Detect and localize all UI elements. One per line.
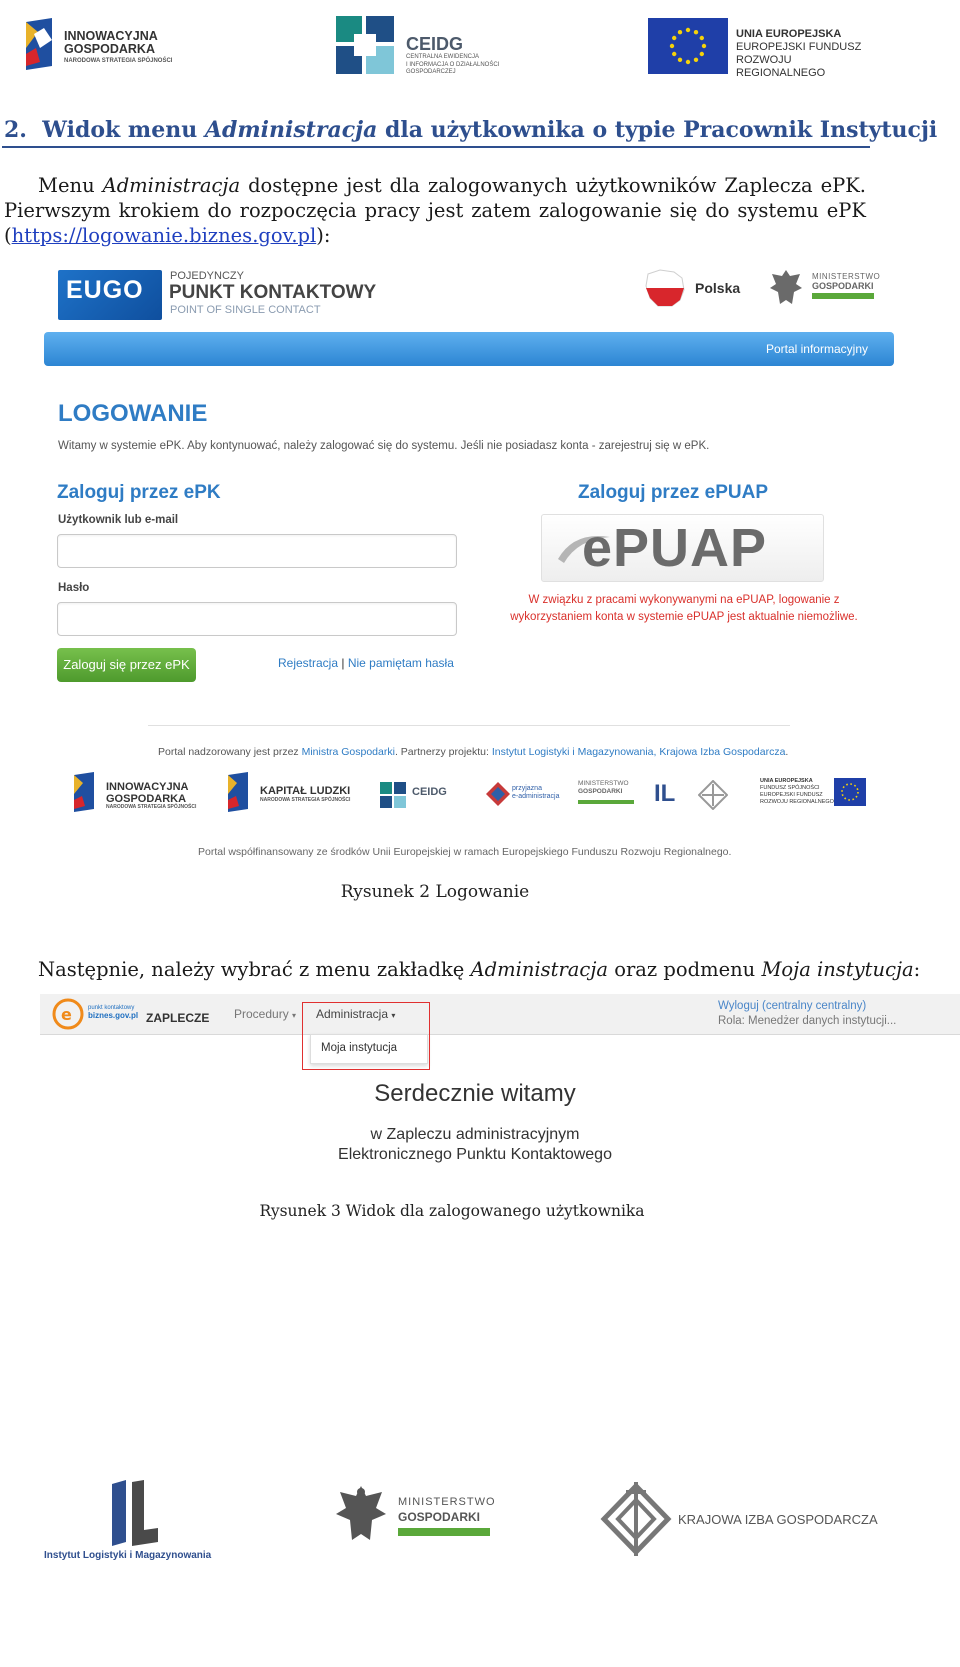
heading-italic: Administracja: [204, 117, 378, 143]
przyjazna-diamond-icon: [486, 782, 510, 806]
welcome-line1: w Zapleczu administracyjnym: [370, 1126, 580, 1143]
kig-small-icon: [698, 780, 728, 810]
country-label[interactable]: Polska: [695, 280, 741, 296]
heading-part1: Widok menu: [42, 117, 198, 143]
cofinance-text: Portal współfinansowany ze środków Unii Europejskiej w ramach Europejskiego Funduszu Rozwoju Regionalnego.: [198, 846, 732, 858]
ministry-footer-line1: MINISTERSTWO: [398, 1496, 496, 1508]
brand-line1: POJEDYNCZY: [170, 270, 244, 282]
account-links: Rejestracja | Nie pamiętam hasła: [278, 656, 454, 670]
innowacyjna-line1: INNOWACYJNA: [64, 29, 158, 43]
login-welcome: Witamy w systemie ePK. Aby kontynuować, należy zalogować się do systemu. Jeśli nie posiadasz konta - zarejestruj się w ePK.: [58, 440, 710, 452]
ministry-line2: GOSPODARKI: [812, 281, 874, 291]
kig-name: KRAJOWA IZBA GOSPODARCZA: [678, 1512, 878, 1527]
page-footer-logos: [0, 1470, 960, 1580]
ilim-small-mark: IL: [654, 780, 676, 807]
eugo-logo: EUGO: [58, 270, 162, 320]
brand-line2: PUNKT KONTAKTOWY: [169, 282, 377, 303]
admin-screenshot: [40, 994, 960, 1180]
innowacyjna-line2: GOSPODARKA: [64, 42, 155, 57]
eagle-emblem-icon: [766, 266, 806, 310]
section-heading: [4, 117, 937, 143]
ceidg-mark-icon: [336, 16, 398, 76]
next-step-text: Następnie, należy wybrać z menu zakładkę Administracja oraz podmenu Moja instytucja:: [38, 958, 921, 981]
intro-line1: Menu Administracja dostępne jest dla zalogowanych użytkowników Zaplecza ePK.: [38, 174, 867, 197]
login-title: LOGOWANIE: [58, 400, 208, 427]
logout-link[interactable]: Wyloguj (centralny centralny): [718, 1000, 867, 1012]
ceidg-sub2: I INFORMACJA O DZIAŁALNOŚCI: [406, 61, 500, 68]
password-label: Hasło: [58, 582, 90, 594]
ilim-name: Instytut Logistyki i Magazynowania: [44, 1550, 212, 1561]
poland-map-icon: [644, 268, 686, 308]
ceidg-sub3: GOSPODARCZEJ: [406, 69, 456, 75]
footer-divider: [148, 725, 790, 726]
welcome-line2: Elektronicznego Punktu Kontaktowego: [338, 1146, 612, 1163]
eu-small-flag-icon: [834, 778, 866, 806]
ministry-footer-line2: GOSPODARKI: [398, 1510, 481, 1524]
menu-administracja[interactable]: Administracja ▾: [316, 1007, 396, 1021]
epuap-heading: Zaloguj przez ePUAP: [578, 482, 769, 503]
footer-logos-strip: INNOWACYJNA GOSPODARKA NARODOWA STRATEGIA SPÓJNOŚCI KAPITAŁ LUDZKI NARODOWA STRATEGIA SPÓJNOŚCI CEIDG przyjazna e-administracja MINISTERSTWO GOSPODARKI IL UNIA EUROPEJSKA FUNDUSZ SPÓJNOŚCI EUROPEJSKI FUNDUSZ ROZWOJU REGIONALNEGO: [70, 770, 870, 820]
welcome-title: Serdecznie witamy: [374, 1080, 576, 1107]
heading-underline: [2, 146, 870, 148]
register-link[interactable]: Rejestracja: [278, 656, 339, 670]
menu-procedury[interactable]: Procedury ▾: [234, 1007, 297, 1021]
ministry-green-bar: [812, 293, 874, 299]
app-name: ZAPLECZE: [146, 1011, 210, 1025]
svg-text:e: e: [61, 1005, 72, 1024]
biznes-e-logo-icon: [52, 998, 84, 1030]
login-screenshot: [44, 262, 960, 922]
header-logos: [0, 0, 960, 90]
ue-line1: UNIA EUROPEJSKA: [736, 28, 842, 40]
intro-line2: Pierwszym krokiem do rozpoczęcia pracy jest zatem zalogowanie się do systemu ePK: [4, 199, 866, 222]
ue-line3: ROZWOJU REGIONALNEGO: [736, 54, 826, 79]
eagle-icon: [332, 1482, 390, 1552]
portal-footer-text: Portal nadzorowany jest przez Ministra Gospodarki. Partnerzy projektu: Instytut Logistyki i Magazynowania, Krajowa Izba Gospodarcza.: [158, 746, 789, 758]
login-epk-button[interactable]: Zaloguj się przez ePK: [57, 648, 196, 682]
kapital-flag-icon: [226, 772, 250, 812]
ceidg-sub1: CENTRALNA EWIDENCJA: [406, 54, 480, 60]
role-text: Rola: Menedżer danych instytucji...: [718, 1015, 897, 1027]
caret-down-icon: ▾: [391, 1011, 396, 1020]
innowacyjna-gospodarka-logo: [22, 18, 192, 74]
ilim-mark-icon: [108, 1480, 160, 1546]
caret-down-icon: ▾: [292, 1011, 297, 1020]
ceidg-small-mark-icon: [380, 782, 408, 808]
kig-logo: [600, 1482, 900, 1562]
ministry-line1: MINISTERSTWO: [812, 272, 881, 281]
eu-flag-icon: [648, 18, 728, 74]
brand-line3: POINT OF SINGLE CONTACT: [170, 304, 321, 316]
admin-topnav: e punkt kontaktowy biznes.gov.pl ZAPLECZE Procedury ▾ Administracja ▾ Wyloguj (centralny centralny) Rola: Menedżer danych instytucji...: [40, 994, 960, 1035]
intro-italic: Administracja: [102, 174, 241, 197]
epuap-logo-button[interactable]: [541, 514, 824, 582]
epuap-notice: W związku z pracami wykonywanymi na ePUAP, logowanie z wykorzystaniem konta w systemie ePUAP jest aktualnie niemożliwe.: [510, 594, 858, 623]
caption-figure-2: Rysunek 2 Logowanie: [340, 882, 530, 902]
user-label: Użytkownik lub e-mail: [58, 514, 179, 526]
kig-emblem-icon: [600, 1482, 672, 1556]
ue-logo: [648, 18, 878, 79]
intro-line3: (https://logowanie.biznes.gov.pl):: [4, 224, 331, 247]
portal-informacyjny-link[interactable]: Portal informacyjny: [765, 342, 868, 356]
ministry-footer-logo: [332, 1482, 502, 1562]
highlight-box: [302, 1002, 430, 1070]
min-small-green-bar: [578, 800, 634, 804]
innowacyjna-flag-icon: [22, 18, 56, 70]
blue-navbar: [44, 332, 894, 366]
ceidg-name: CEIDG: [406, 34, 464, 54]
innowacyjna-sub: NARODOWA STRATEGIA SPÓJNOŚCI: [64, 58, 173, 65]
logowanie-link[interactable]: https://logowanie.biznes.gov.pl: [11, 224, 317, 247]
ilim-logo: [44, 1476, 224, 1576]
password-input[interactable]: [57, 602, 457, 636]
user-input[interactable]: [57, 534, 457, 568]
ministry-footer-green-bar: [398, 1528, 490, 1536]
ue-line2: EUROPEJSKI FUNDUSZ: [736, 41, 862, 53]
innowacyjna-small-flag-icon: [72, 772, 96, 812]
caption-figure-3: Rysunek 3 Widok dla zalogowanego użytkownika: [259, 1202, 645, 1220]
heading-part2: dla użytkownika o typie Pracownik Instytucji: [385, 117, 938, 143]
ceidg-logo: [336, 16, 526, 78]
heading-number: 2.: [4, 117, 27, 143]
epk-heading: Zaloguj przez ePK: [57, 482, 221, 503]
footer-partners-link[interactable]: Instytut Logistyki i Magazynowania, Krajowa Izba Gospodarcza: [491, 746, 786, 758]
submenu-moja-instytucja[interactable]: Moja instytucja: [321, 1042, 398, 1054]
forgot-password-link[interactable]: Nie pamiętam hasła: [347, 656, 454, 670]
footer-ministry-link[interactable]: Ministra Gospodarki: [301, 746, 395, 758]
epuap-logo-text: ePUAP: [582, 518, 768, 578]
